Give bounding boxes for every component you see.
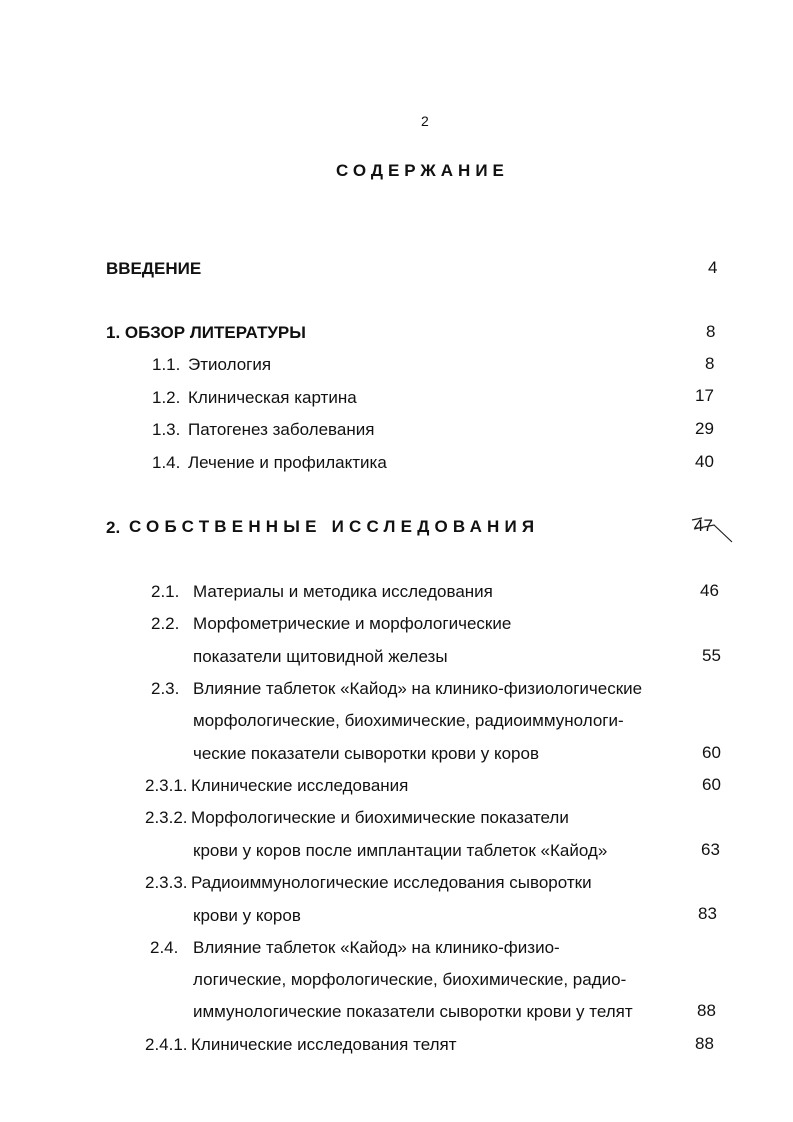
toc-entry-intro-label: ВВЕДЕНИЕ bbox=[106, 259, 202, 278]
toc-section-2-3-page: 60 bbox=[702, 743, 721, 762]
toc-section-1-4-label: Лечение и профилактика bbox=[188, 453, 387, 472]
toc-section-2-2-page: 55 bbox=[702, 646, 721, 665]
toc-section-2-2-line1: Морфометрические и морфологические bbox=[193, 614, 512, 633]
toc-section-2-1-num: 2.1. bbox=[151, 582, 180, 601]
toc-section-1-3-label: Патогенез заболевания bbox=[188, 420, 375, 439]
toc-section-2-3-1-label: Клинические исследования bbox=[191, 776, 409, 795]
toc-section-1-1-label: Этиология bbox=[188, 355, 272, 374]
toc-section-1-3-page: 29 bbox=[695, 419, 714, 438]
toc-section-2-3-3-page: 83 bbox=[698, 904, 717, 923]
toc-section-2-3-2-num: 2.3.2. bbox=[145, 808, 188, 827]
toc-section-2-3-3-line1: Радиоиммунологические исследования сыворотки bbox=[191, 873, 592, 892]
page-number: 2 bbox=[421, 113, 429, 129]
toc-section-2-3-line2: морфологические, биохимические, радиоиммунологи- bbox=[193, 711, 624, 730]
toc-section-2-4-line3: иммунологические показатели сыворотки крови у телят bbox=[193, 1002, 633, 1021]
toc-chapter-2-label: СОБСТВЕННЫЕ ИССЛЕДОВАНИЯ bbox=[129, 517, 540, 536]
toc-section-1-2-label: Клиническая картина bbox=[188, 388, 357, 407]
toc-section-2-4-line2: логические, морфологические, биохимические, радио- bbox=[193, 970, 627, 989]
handwritten-strike-mark bbox=[690, 516, 734, 546]
toc-section-2-3-3-num: 2.3.3. bbox=[145, 873, 188, 892]
toc-chapter-1-page: 8 bbox=[706, 322, 716, 341]
toc-section-2-4-1-num: 2.4.1. bbox=[145, 1035, 188, 1054]
toc-section-2-1-page: 46 bbox=[700, 581, 719, 600]
toc-section-2-4-line1: Влияние таблеток «Кайод» на клинико-физио- bbox=[193, 938, 560, 957]
toc-section-2-4-1-page: 88 bbox=[695, 1034, 714, 1053]
toc-section-2-3-1-num: 2.3.1. bbox=[145, 776, 188, 795]
toc-section-2-3-2-line1: Морфологические и биохимические показатели bbox=[191, 808, 569, 827]
toc-section-1-4-num: 1.4. bbox=[152, 453, 181, 472]
toc-section-1-3-num: 1.3. bbox=[152, 420, 181, 439]
toc-section-2-1-label: Материалы и методика исследования bbox=[193, 582, 493, 601]
toc-section-2-3-1-page: 60 bbox=[702, 775, 721, 794]
toc-section-2-3-2-page: 63 bbox=[701, 840, 720, 859]
toc-section-1-4-page: 40 bbox=[695, 452, 714, 471]
toc-section-2-2-num: 2.2. bbox=[151, 614, 180, 633]
toc-section-2-3-line1: Влияние таблеток «Кайод» на клинико-физиологические bbox=[193, 679, 643, 698]
toc-section-2-2-line2: показатели щитовидной железы bbox=[193, 647, 448, 666]
toc-chapter-2-page: 47 bbox=[694, 516, 713, 535]
toc-entry-intro-page: 4 bbox=[708, 258, 718, 277]
toc-chapter-2-num: 2. bbox=[106, 518, 121, 537]
toc-section-2-4-num: 2.4. bbox=[150, 938, 179, 957]
toc-section-2-4-1-label: Клинические исследования телят bbox=[191, 1035, 457, 1054]
toc-section-2-3-num: 2.3. bbox=[151, 679, 180, 698]
toc-section-1-1-num: 1.1. bbox=[152, 355, 181, 374]
toc-section-1-2-page: 17 bbox=[695, 386, 714, 405]
toc-section-2-3-3-line2: крови у коров bbox=[193, 906, 301, 925]
toc-section-1-2-num: 1.2. bbox=[152, 388, 181, 407]
toc-section-2-3-line3: ческие показатели сыворотки крови у коров bbox=[193, 744, 539, 763]
toc-section-2-3-2-line2: крови у коров после имплантации таблеток «Кайод» bbox=[193, 841, 608, 860]
toc-section-2-4-page: 88 bbox=[697, 1001, 716, 1020]
toc-section-1-1-page: 8 bbox=[705, 354, 715, 373]
page-title: СОДЕРЖАНИЕ bbox=[336, 161, 509, 180]
toc-chapter-1-label: 1. ОБЗОР ЛИТЕРАТУРЫ bbox=[106, 323, 306, 342]
